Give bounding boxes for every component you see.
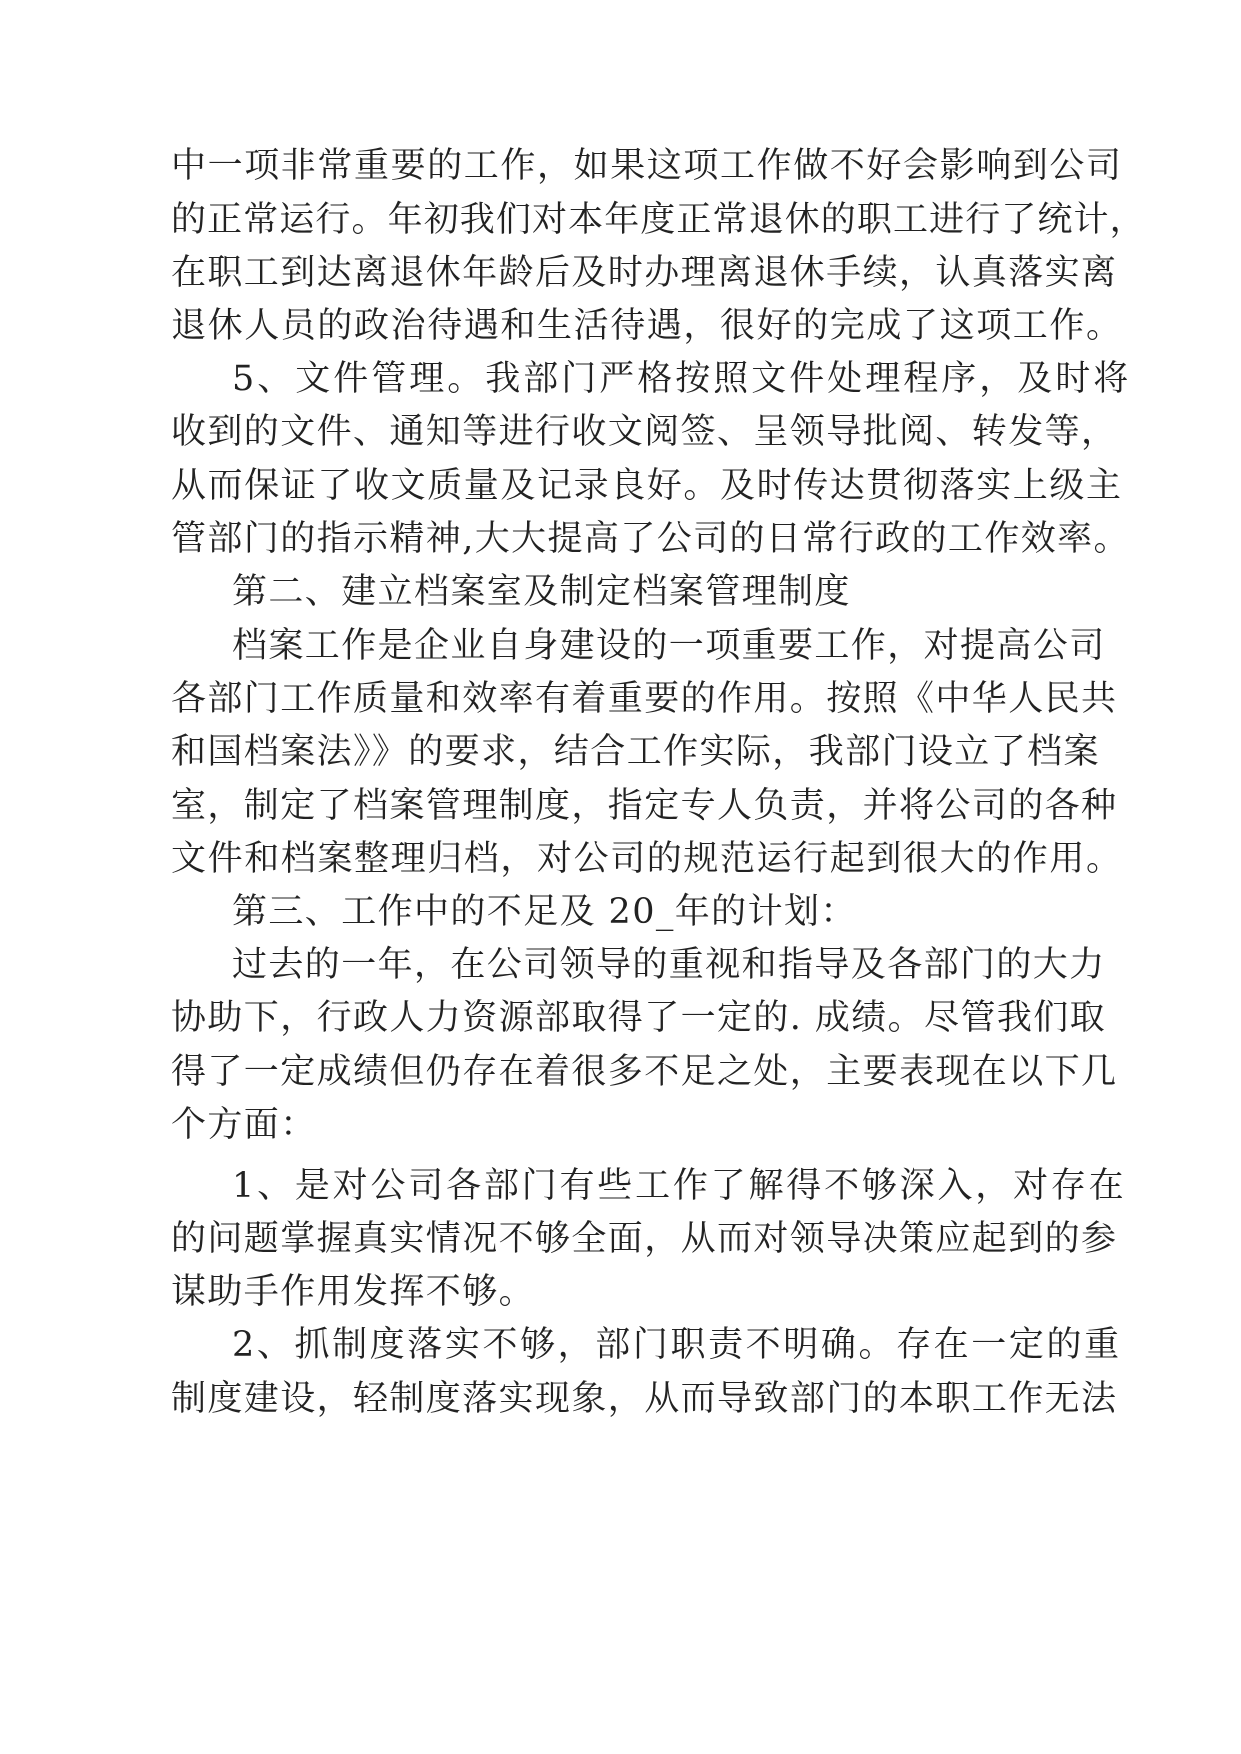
- text-line: 中一项非常重要的工作，如果这项工作做不好会影响到公司: [171, 146, 1123, 186]
- text-line: 的问题掌握真实情况不够全面，从而对领导决策应起到的参: [171, 1219, 1118, 1259]
- text-line: 过去的一年，在公司领导的重视和指导及各部门的大力: [232, 945, 1106, 985]
- text-line: 档案工作是企业自身建设的一项重要工作，对提高公司: [232, 626, 1106, 666]
- text-line: 各部门工作质量和效率有着重要的作用。按照《中华人民共: [171, 679, 1118, 719]
- text-line: 5、文件管理。我部门严格按照文件处理程序，及时将: [232, 359, 1132, 399]
- text-line: 的正常运行。年初我们对本年度正常退休的职工进行了统计，: [171, 200, 1146, 240]
- text-line: 从而保证了收文质量及记录良好。及时传达贯彻落实上级主: [171, 466, 1123, 506]
- text-line: 制度建设，轻制度落实现象，从而导致部门的本职工作无法: [171, 1379, 1118, 1419]
- text-line: 谋助手作用发挥不够。: [171, 1272, 536, 1312]
- text-line: 退休人员的政治待遇和生活待遇，很好的完成了这项工作。: [171, 306, 1123, 346]
- text-line: 室，制定了档案管理制度，指定专人负责，并将公司的各种: [171, 786, 1118, 826]
- text-line: 收到的文件、通知等进行收文阅签、呈领导批阅、转发等，: [171, 412, 1118, 452]
- text-line: 在职工到达离退休年龄后及时办理离退休手续，认真落实离: [171, 253, 1118, 293]
- text-line: 和国档案法》》的要求，结合工作实际，我部门设立了档案: [171, 732, 1100, 772]
- text-line: 2、抓制度落实不够，部门职责不明确。存在一定的重: [232, 1325, 1122, 1365]
- text-line: 得了一定成绩但仍存在着很多不足之处，主要表现在以下几: [171, 1052, 1118, 1092]
- text-line: 文件和档案整理归档，对公司的规范运行起到很大的作用。: [171, 839, 1123, 879]
- text-line: 个方面：: [171, 1105, 317, 1145]
- section-heading: 第二、建立档案室及制定档案管理制度: [232, 572, 851, 612]
- text-line: 管部门的指示精神,大大提高了公司的日常行政的工作效率。: [171, 519, 1130, 559]
- text-line: 1、是对公司各部门有些工作了解得不够深入，对存在: [232, 1166, 1127, 1206]
- text-line: 协助下，行政人力资源部取得了一定的. 成绩。尽管我们取: [171, 998, 1107, 1038]
- section-heading: 第三、工作中的不足及 20_年的计划：: [232, 892, 857, 932]
